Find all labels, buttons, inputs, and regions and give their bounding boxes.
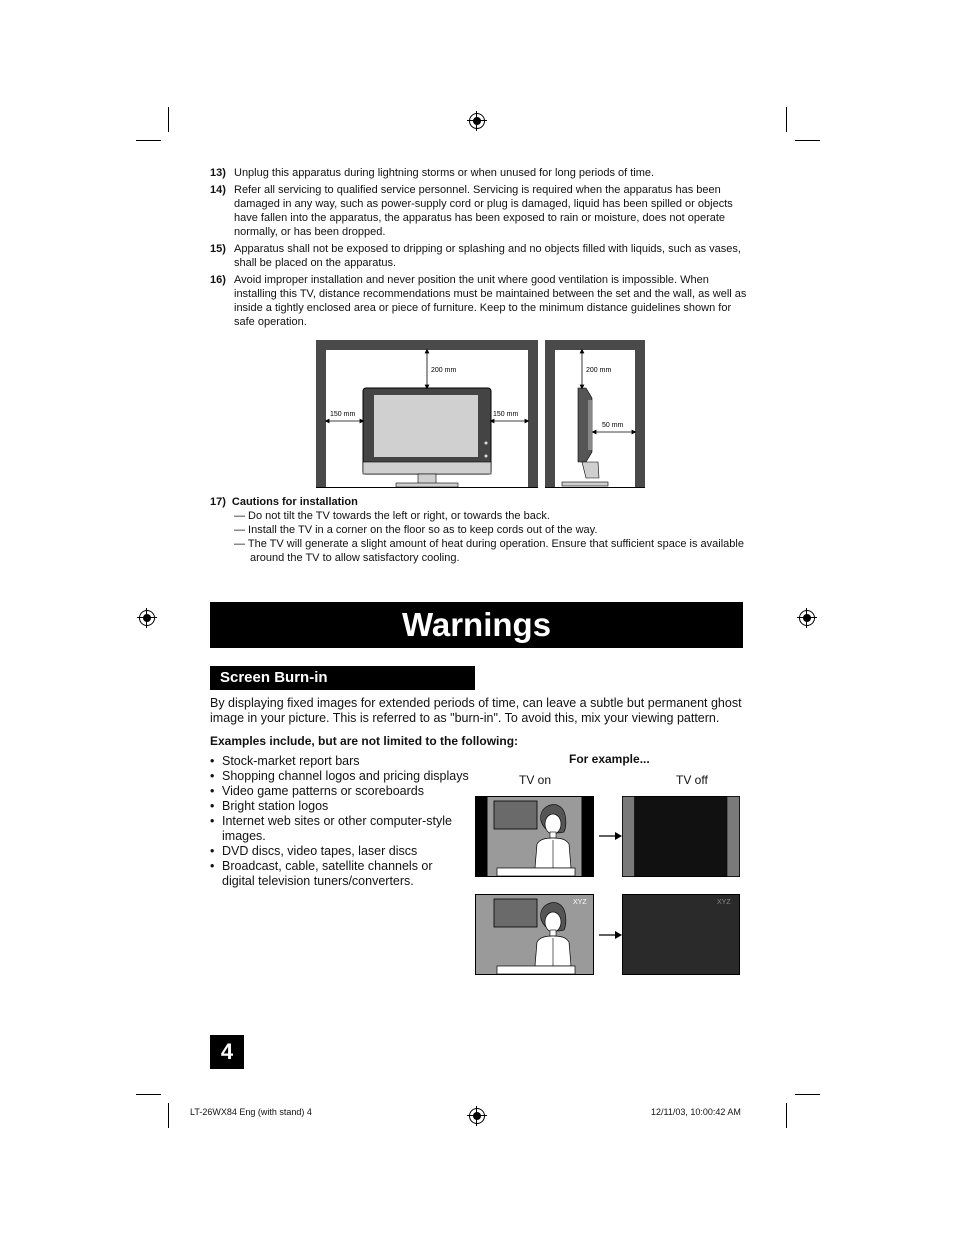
station-logo: XYZ — [573, 899, 587, 906]
front-view — [316, 340, 538, 488]
warnings-title: Warnings — [210, 602, 743, 648]
item-number: 14) — [210, 184, 226, 196]
item-text: Refer all servicing to qualified service personnel. Servicing is required when the apparatus has been damaged in any way, such as power-supply cord or plug is damaged, liquid has been spilled or objects have fallen into the apparatus, the apparatus has been exposed to rain or moisture, does not operate normally, or has been dropped. — [234, 184, 733, 238]
registration-mark-icon — [799, 610, 815, 626]
tv-off-label: TV off — [676, 773, 708, 787]
crop-mark — [795, 1094, 820, 1095]
ventilation-diagram — [316, 340, 646, 489]
registration-mark-icon — [469, 1108, 485, 1124]
cautions-section — [210, 495, 750, 565]
caution-line: — The TV will generate a slight amount of heat during operation. Ensure that sufficient space is available around the TV to allow satisfactory cooling. — [234, 538, 744, 564]
crop-mark — [795, 140, 820, 141]
item-14 — [210, 183, 750, 239]
registration-mark-icon — [139, 610, 155, 626]
crop-mark — [136, 1094, 161, 1095]
caution-line: — Do not tilt the TV towards the left or right, or towards the back. — [234, 510, 550, 522]
examples-list — [210, 754, 475, 889]
tv-on-label: TV on — [519, 773, 552, 787]
burnin-title: Screen Burn-in — [210, 666, 475, 690]
list-item: • DVD discs, video tapes, laser discs — [210, 844, 418, 858]
registration-mark-icon — [469, 113, 485, 129]
tv-off-ghost-logo-screen — [622, 894, 740, 975]
tv-off-ghost-bars-screen — [622, 796, 740, 877]
side-top-distance: 200 mm — [586, 367, 612, 374]
tv-on-logo-screen — [475, 894, 594, 975]
item-number: 17) — [210, 496, 226, 508]
ghost-station-logo: XYZ — [717, 899, 731, 906]
list-item: • Broadcast, cable, satellite channels or digital television tuners/converters. — [210, 859, 433, 888]
item-number: 15) — [210, 243, 226, 255]
crop-mark — [136, 140, 161, 141]
list-item: • Bright station logos — [210, 799, 329, 813]
list-item: • Stock-market report bars — [210, 754, 360, 768]
tv-on-letterbox-screen — [475, 796, 594, 877]
item-text: Unplug this apparatus during lightning storms or when unused for long periods of time. — [234, 167, 655, 179]
item-15 — [210, 242, 750, 270]
item-number: 16) — [210, 274, 226, 286]
page-number: 4 — [210, 1035, 244, 1069]
caution-line: — Install the TV in a corner on the floor so as to keep cords out of the way. — [234, 524, 598, 536]
front-right-distance: 150 mm — [493, 411, 519, 418]
front-top-distance: 200 mm — [431, 367, 457, 374]
side-view — [545, 340, 645, 488]
cautions-heading-row — [210, 495, 750, 509]
crop-mark — [168, 107, 169, 132]
item-16 — [210, 273, 750, 329]
item-13 — [210, 166, 750, 180]
arrow-right-icon — [599, 831, 623, 841]
cautions-heading: Cautions for installation — [231, 496, 358, 508]
arrow-right-icon — [599, 930, 623, 940]
item-text: Apparatus shall not be exposed to dripping or splashing and no objects filled with liquids, such as vases, shall be placed on the apparatus. — [234, 243, 741, 269]
front-left-distance: 150 mm — [330, 411, 356, 418]
footer-timestamp: 12/11/03, 10:00:42 AM — [651, 1107, 741, 1117]
crop-mark — [786, 107, 787, 132]
burnin-paragraph: By displaying fixed images for extended periods of time, can leave a subtle but permanent ghost image in your picture. This is referred to as "burn-in". To avoid this, mix your viewing pattern. — [210, 696, 742, 725]
for-example-label: For example... — [569, 752, 650, 766]
list-item: • Video game patterns or scoreboards — [210, 784, 424, 798]
list-item: • Shopping channel logos and pricing displays — [210, 769, 469, 783]
examples-heading: Examples include, but are not limited to the following: — [210, 734, 519, 748]
footer-file-info: LT-26WX84 Eng (with stand) 4 — [190, 1107, 312, 1117]
crop-mark — [786, 1103, 787, 1128]
crop-mark — [168, 1103, 169, 1128]
side-back-distance: 50 mm — [602, 422, 624, 429]
list-item: • Internet web sites or other computer-style images. — [210, 814, 452, 843]
item-number: 13) — [210, 167, 226, 179]
item-text: Avoid improper installation and never position the unit where good ventilation is impossible. When installing this TV, distance recommendations must be maintained between the set and the wall, as well as inside a tightly enclosed area or piece of furniture. Keep to the minimum distance guidelines shown for safe operation. — [234, 274, 747, 328]
